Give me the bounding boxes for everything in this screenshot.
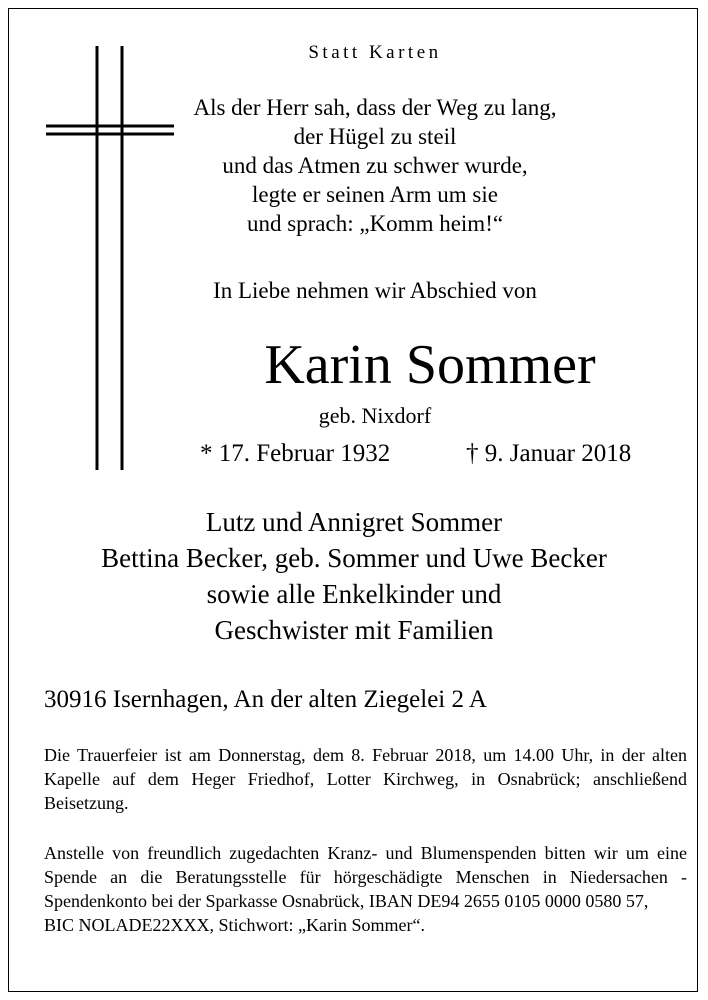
mourner-line: Geschwister mit Familien	[214, 615, 494, 645]
verse	[180, 93, 570, 238]
header-statt-karten: Statt Karten	[308, 42, 442, 63]
verse-line: und das Atmen zu schwer wurde,	[222, 153, 528, 178]
address: 30916 Isernhagen, An der alten Ziegelei 2 A	[44, 686, 487, 713]
donation-info	[44, 841, 687, 937]
donation-text: Anstelle von freundlich zugedachten Kranz- und Blumenspenden bitten wir um eine Spende an die Beratungsstelle für hörgeschädigte Menschen in Niedersachen - Spendenkonto bei der Sparkasse Osnabrück, IBAN DE94 2655 0105 0000 0580 57,	[44, 843, 687, 911]
birth-date: * 17. Februar 1932	[200, 440, 391, 467]
verse-line: der Hügel zu steil	[293, 124, 457, 149]
donation-tail: BIC NOLADE22XXX, Stichwort: „Karin Sommer“.	[44, 915, 425, 935]
mourner-line: sowie alle Enkelkinder und	[206, 579, 502, 609]
death-date: † 9. Januar 2018	[466, 440, 632, 467]
verse-line: legte er seinen Arm um sie	[252, 182, 498, 207]
mourner-line: Lutz und Annigret Sommer	[205, 507, 503, 537]
farewell-line: In Liebe nehmen wir Abschied von	[213, 278, 537, 303]
cross-icon	[46, 46, 174, 470]
mourner-line: Bettina Becker, geb. Sommer und Uwe Becker	[101, 543, 607, 573]
maiden-name: geb. Nixdorf	[318, 403, 432, 428]
funeral-info: Die Trauerfeier ist am Donnerstag, dem 8. Februar 2018, um 14.00 Uhr, in der alten Kapelle auf dem Heger Friedhof, Lotter Kirchweg, in Osnabrück; anschließend Beisetzung.	[44, 745, 687, 813]
deceased-name: Karin Sommer	[264, 334, 596, 396]
mourners-list	[20, 504, 688, 648]
verse-line: Als der Herr sah, dass der Weg zu lang,	[193, 95, 557, 120]
verse-line: und sprach: „Komm heim!“	[246, 211, 504, 236]
